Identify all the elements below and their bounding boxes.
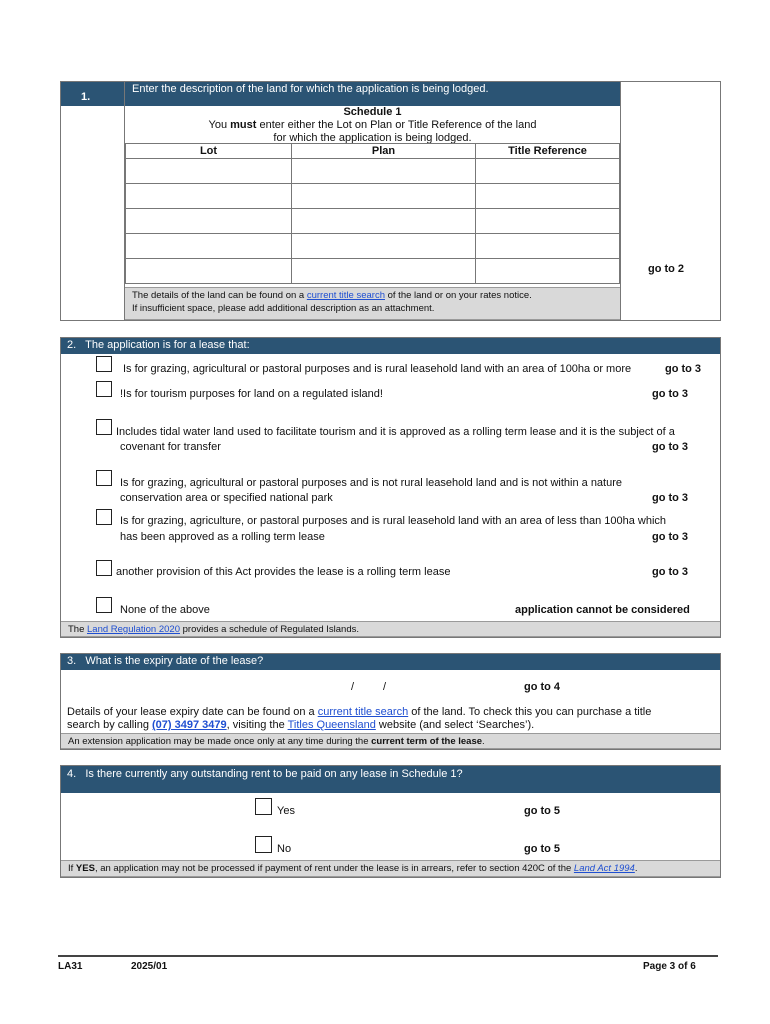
section-1-number-cell: [61, 82, 124, 106]
schedule-line-1: You must enter either the Lot on Plan or Title Reference of the land: [208, 119, 537, 131]
option-2-goto: go to 3: [652, 388, 689, 400]
option-2-label: !Is for tourism purposes for land on a regulated island!: [120, 388, 383, 400]
title-reference-input[interactable]: [476, 209, 620, 234]
table-row: [126, 234, 620, 259]
lot-input[interactable]: [126, 209, 292, 234]
current-title-search-link[interactable]: current title search: [306, 290, 385, 301]
title-reference-input[interactable]: [476, 259, 620, 284]
title-reference-input[interactable]: [476, 159, 620, 184]
section-3-goto: go to 4: [524, 681, 561, 693]
plan-input[interactable]: [292, 184, 476, 209]
page-number: Page 3 of 6: [643, 961, 696, 972]
schedule-title: Schedule 1: [343, 106, 402, 118]
option-1-checkbox[interactable]: [96, 356, 112, 372]
yes-goto: go to 5: [524, 805, 561, 817]
section-4-footnote: If YES, an application may not be processed if payment of rent under the lease is in arrears, refer to section 420C of the Land Act 1994.: [61, 860, 720, 877]
option-4-checkbox[interactable]: [96, 470, 112, 486]
section-1-note: [125, 287, 620, 320]
option-5-goto: go to 3: [652, 531, 689, 543]
section-3-question: 3. What is the expiry date of the lease?: [67, 655, 264, 667]
lot-input[interactable]: [126, 184, 292, 209]
option-5-checkbox[interactable]: [96, 509, 112, 525]
plan-input[interactable]: [292, 159, 476, 184]
plan-input[interactable]: [292, 234, 476, 259]
date-separator-1: /: [351, 681, 355, 693]
section-1-number: 1.: [81, 91, 91, 103]
option-3-checkbox[interactable]: [96, 419, 112, 435]
option-7-goto: application cannot be considered: [515, 604, 690, 616]
land-regulation-link[interactable]: Land Regulation 2020: [87, 624, 180, 635]
option-6-label: another provision of this Act provides the lease is a rolling term lease: [116, 566, 451, 578]
schedule-table: [125, 143, 620, 284]
column-lot: Lot: [126, 144, 292, 159]
section-3-details-line-2: search by calling (07) 3497 3479, visiting the Titles Queensland website (and select ‘Searches’).: [67, 719, 535, 731]
column-title-reference: Title Reference: [476, 144, 620, 159]
section-1-note-line-2: If insufficient space, please add additional description as an attachment.: [132, 303, 435, 314]
option-4-goto: go to 3: [652, 492, 689, 504]
phone-link[interactable]: (07) 3497 3479: [152, 719, 227, 731]
option-6-goto: go to 3: [652, 566, 689, 578]
section-3-footnote: An extension application may be made once only at any time during the current term of the lease.: [61, 733, 720, 749]
no-label: No: [277, 843, 292, 855]
section-1-prompt: Enter the description of the land for which the application is being lodged.: [132, 83, 489, 95]
option-5-label-line-2: has been approved as a rolling term lease: [120, 531, 325, 543]
form-code: LA31: [58, 961, 83, 972]
option-7-label: None of the above: [120, 604, 210, 616]
current-title-search-link[interactable]: current title search: [317, 706, 409, 718]
lot-input[interactable]: [126, 259, 292, 284]
option-4-label-line-2: conservation area or specified national park: [120, 492, 333, 504]
section-2-question: 2. The application is for a lease that:: [67, 339, 250, 351]
date-separator-2: /: [383, 681, 387, 693]
option-3-goto: go to 3: [652, 441, 689, 453]
option-2-checkbox[interactable]: [96, 381, 112, 397]
table-row: [126, 159, 620, 184]
lot-input[interactable]: [126, 234, 292, 259]
yes-label: Yes: [277, 805, 295, 817]
option-6-checkbox[interactable]: [96, 560, 112, 576]
section-3-details-line-1: Details of your lease expiry date can be found on a current title search of the land. To check this you can purchase a title: [67, 706, 652, 718]
footer-rule: [58, 955, 718, 957]
section-2-footnote: The Land Regulation 2020 provides a schedule of Regulated Islands.: [61, 621, 720, 637]
option-3-label-line-1: Includes tidal water land used to facilitate tourism and it is approved as a rolling term lease and it is the subject of a: [116, 426, 675, 438]
title-reference-input[interactable]: [476, 184, 620, 209]
form-version: 2025/01: [131, 961, 168, 972]
table-row: [126, 184, 620, 209]
option-3-label-line-2: covenant for transfer: [120, 441, 221, 453]
option-4-label-line-1: Is for grazing, agricultural or pastoral purposes and is not rural leasehold land and is not within a nature: [120, 477, 623, 489]
yes-checkbox[interactable]: [255, 798, 272, 815]
table-row: [126, 209, 620, 234]
land-act-link[interactable]: Land Act 1994: [573, 863, 635, 874]
option-7-checkbox[interactable]: [96, 597, 112, 613]
section-4-question: 4. Is there currently any outstanding rent to be paid on any lease in Schedule 1?: [67, 768, 463, 780]
table-row: [126, 259, 620, 284]
plan-input[interactable]: [292, 209, 476, 234]
lot-input[interactable]: [126, 159, 292, 184]
section-3-details: [67, 706, 717, 732]
expiry-date-field[interactable]: [300, 678, 420, 696]
option-1-label: Is for grazing, agricultural or pastoral purposes and is rural leasehold land with an area of 100ha or more: [123, 363, 632, 375]
schedule-line-2: for which the application is being lodged.: [273, 132, 472, 144]
option-1-goto: go to 3: [665, 363, 702, 375]
section-1-right-divider: [620, 81, 621, 321]
schedule-heading: [125, 106, 620, 145]
no-goto: go to 5: [524, 843, 561, 855]
title-reference-input[interactable]: [476, 234, 620, 259]
option-5-label-line-1: Is for grazing, agriculture, or pastoral purposes and is rural leasehold land with an area of less than 100ha which: [120, 515, 667, 527]
titles-queensland-link[interactable]: Titles Queensland: [287, 719, 376, 731]
section-1-goto: go to 2: [648, 263, 685, 275]
no-checkbox[interactable]: [255, 836, 272, 853]
column-plan: Plan: [292, 144, 476, 159]
plan-input[interactable]: [292, 259, 476, 284]
section-1-note-line-1: The details of the land can be found on a current title search of the land or on your rates notice.: [132, 290, 532, 301]
